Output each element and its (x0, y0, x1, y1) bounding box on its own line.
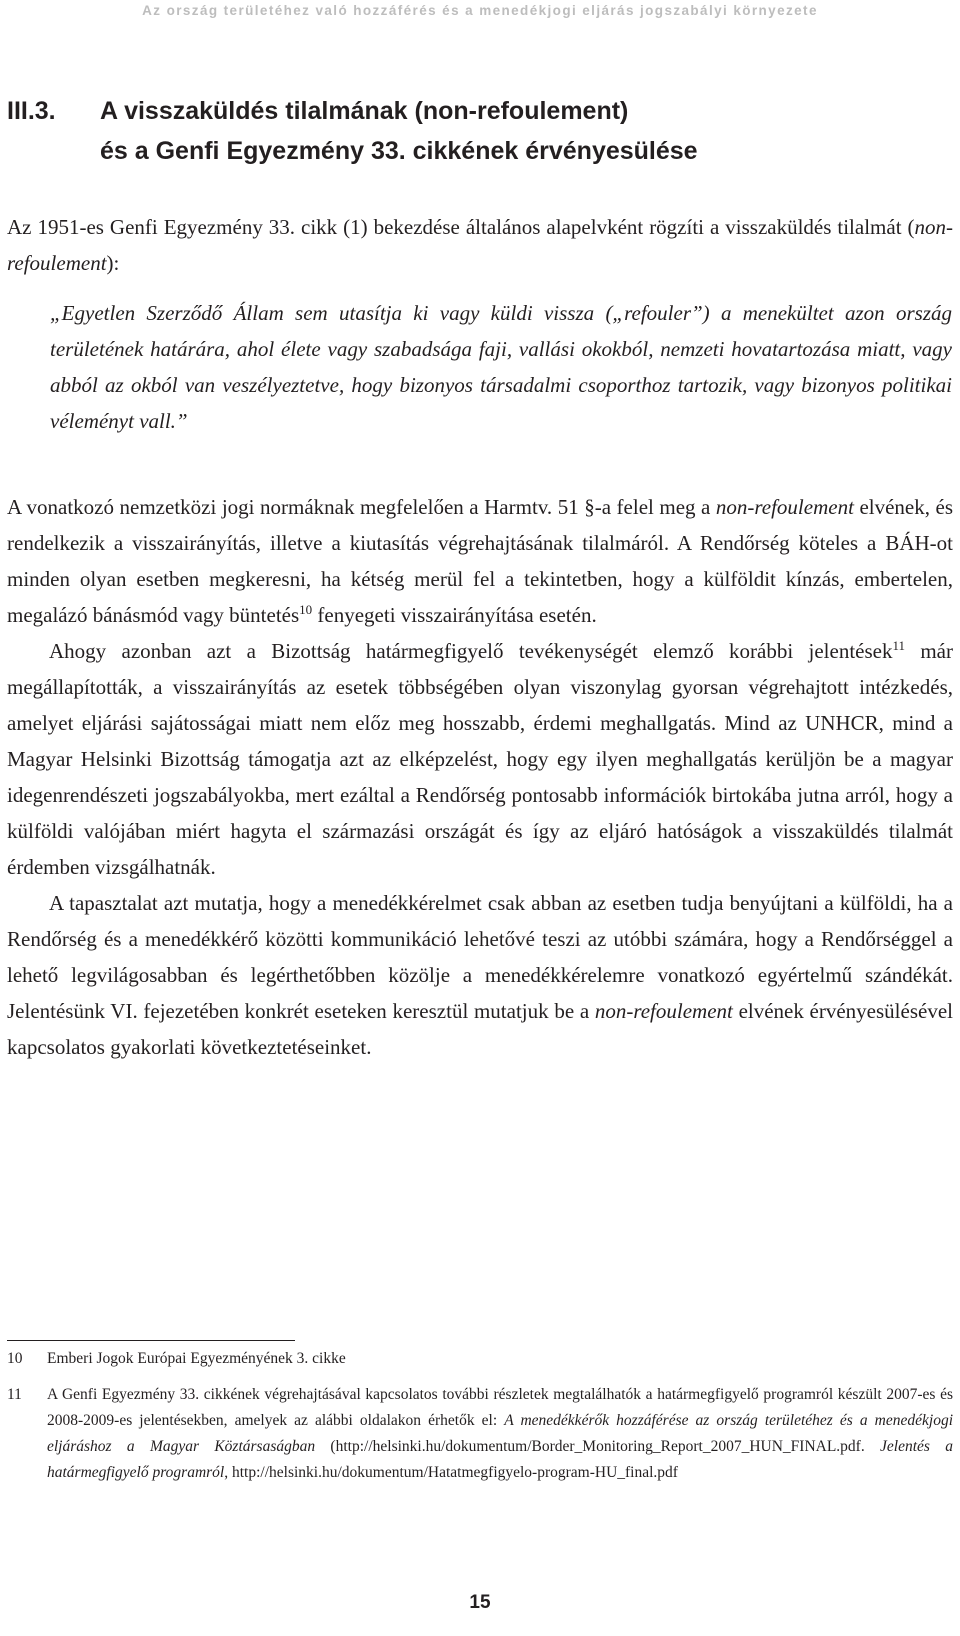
intro-paragraph (7, 209, 953, 281)
section-title-line-2: és a Genfi Egyezmény 33. cikkének érvényesülése (100, 137, 698, 165)
paragraph-3 (7, 885, 953, 1065)
intro-text: Az 1951-es Genfi Egyezmény 33. cikk (1) bekezdése általános alapelvként rögzíti a visszaküldés tilalmát ( (7, 215, 915, 239)
intro-text-end: ): (106, 251, 120, 275)
paragraph-3-text-end: elvének érvényesülésével kapcsolatos gyakorlati következtetéseinket. (7, 999, 953, 1059)
term-non-refoulement: non-refoulement (7, 215, 953, 275)
paragraph-1-text-end: fenyegeti visszairányítása esetén. (312, 603, 597, 627)
term-non-refoulement: non-refoulement (594, 999, 733, 1023)
footnote-number: 11 (7, 1386, 22, 1403)
section-title (100, 91, 920, 171)
footnote-text: A Genfi Egyezmény 33. cikkének végrehajtásával kapcsolatos további részletek megtalálhatók a határmegfigyelő programról készült 2007-es és 2008-2009-es jelentésekben, amelyek az alábbi oldalakon érhetők el: (47, 1386, 953, 1429)
convention-quote (50, 295, 952, 439)
paragraph-1-text-cont: elvének, és rendelkezik a visszairányítás, illetve a kiutasítás végrehajtásának tilalmáról. A Rendőrség köteles a BÁH-ot minden olyan esetben megkeresni, ha kétség merül fel a tekintetben, hogy a külföldit kínzás, embertelen, megalázó bánásmód vagy büntetés (7, 495, 953, 627)
main-text (7, 489, 953, 1065)
page-number: 15 (469, 1592, 491, 1613)
section-number: III.3. (7, 97, 56, 125)
section-title-line-1: A visszaküldés tilalmának (non-refoulement) (100, 97, 629, 125)
paragraph-2-text: Ahogy azonban azt a Bizottság határmegfigyelő tevékenységét elemző korábbi jelentések (49, 639, 893, 663)
footnote-ref-11[interactable]: 11 (892, 638, 906, 653)
paragraph-3-text: A tapasztalat azt mutatja, hogy a menedékkérelmet csak abban az esetben tudja benyújtani a külföldi, ha a Rendőrség és a menedékkérő közötti kommunikáció lehetővé teszi az utóbbi számára, hogy a Rendőrséggel a lehető legvilágosabban és legérthetőbben közölje a menedékkérelemre vonatkozó egyértelmű szándékát. Jelentésünk VI. fejezetében konkrét eseteken keresztül mutatjuk be a (7, 891, 953, 1023)
running-head: Az ország területéhez való hozzáférés és a menedékjogi eljárás jogszabályi környezete (142, 3, 818, 18)
footnote-separator (7, 1340, 295, 1341)
footnote-ref-10[interactable]: 10 (299, 602, 313, 617)
report-title-2007: A menedékkérők hozzáférése az ország területéhez és a menedékjogi eljáráshoz a Magyar Köztársaságban (47, 1412, 954, 1455)
quote-text: „Egyetlen Szerződő Állam sem utasítja ki vagy küldi vissza („refouler”) a menekültet azon ország területének határára, ahol élete vagy szabadsága faji, vallási okokból, nemzeti hovatartozása miatt, vagy abból az okból van veszélyeztetve, hogy bizonyos társadalmi csoporthoz tartozik, vagy bizonyos politikai véleményt vall.” (50, 301, 952, 433)
paragraph-1 (7, 489, 953, 633)
footnote-11 (7, 1382, 953, 1486)
paragraph-2 (7, 633, 953, 885)
report-link-2007[interactable]: (http://helsinki.hu/dokumentum/Border_Monitoring_Report_2007_HUN_FINAL.pdf. (315, 1438, 881, 1455)
footnote-number: 10 (7, 1350, 23, 1367)
footnotes (7, 1346, 953, 1486)
footnote-10 (7, 1346, 953, 1372)
report-link-2008[interactable]: , http://helsinki.hu/dokumentum/Hatatmegfigyelo-program-HU_final.pdf (224, 1464, 678, 1481)
term-non-refoulement: non-refoulement (715, 495, 854, 519)
paragraph-2-text-cont: már megállapították, a visszairányítás az esetek többségében olyan viszonylag gyorsan végrehajtott intézkedés, amelyet eljárási sajátosságai miatt nem előz meg hosszabb, érdemi meghallgatás. Mind az UNHCR, mind a Magyar Helsinki Bizottság támogatja azt az elképzelést, hogy egy ilyen meghallgatás kerüljön be a magyar idegenrendészeti jogszabályokba, mert ezáltal a Rendőrség pontosabb információk birtokába jutna arról, hogy a külföldi valójában miért hagyta el származási országát és így az eljáró hatóságok a visszaküldés tilalmát érdemben vizsgálhatnák. (7, 639, 953, 879)
paragraph-1-text: A vonatkozó nemzetközi jogi normáknak megfelelően a Harmtv. 51 §-a felel meg a (7, 495, 716, 519)
report-title-2008: Jelentés a határmegfigyelő programról (47, 1438, 954, 1481)
footnote-text: Emberi Jogok Európai Egyezményének 3. cikke (47, 1350, 346, 1367)
